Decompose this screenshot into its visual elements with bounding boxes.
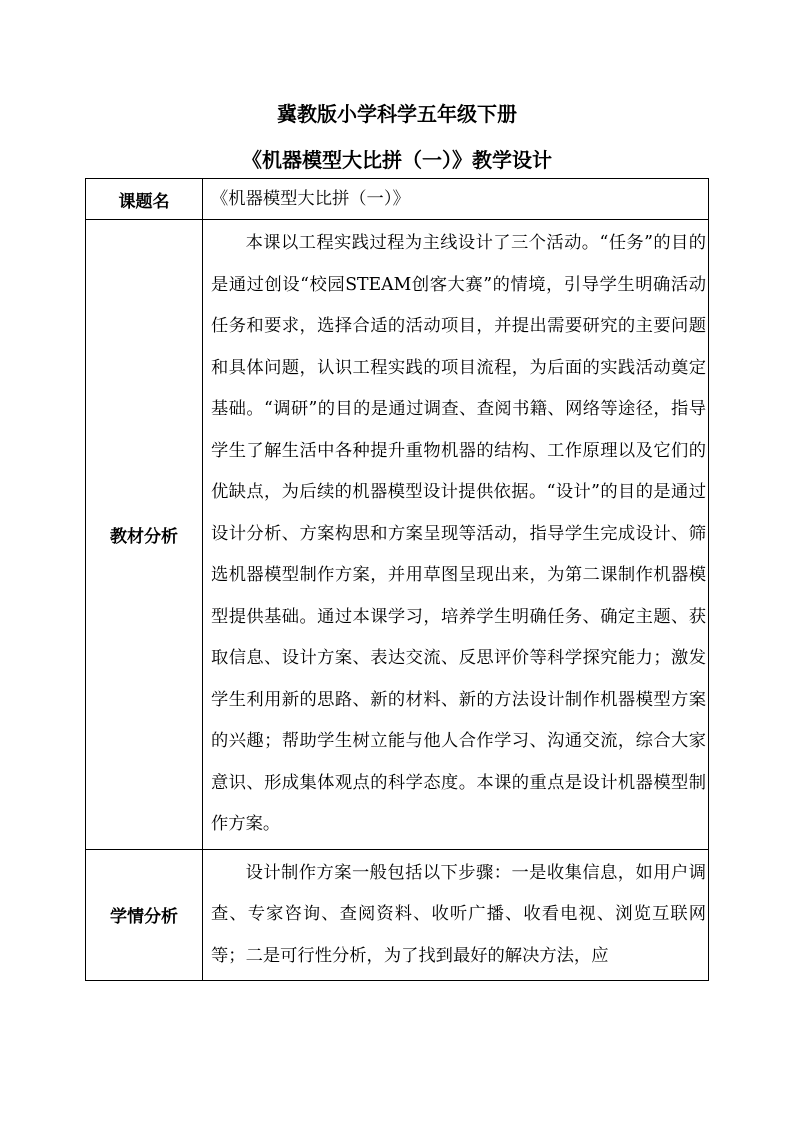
row-label-topic: 课题名: [86, 179, 203, 220]
table-row-learner-analysis: [86, 849, 709, 981]
row-content-topic: 《机器模型大比拼（一）》: [203, 179, 709, 220]
document-title: 冀教版小学科学五年级下册: [277, 102, 517, 126]
lesson-plan-table: [85, 178, 709, 981]
row-label-material-analysis: 教材分析: [86, 220, 203, 850]
table-row-material-analysis: [86, 220, 709, 850]
row-content-material-analysis: 本课以工程实践过程为主线设计了三个活动。“任务”的目的是通过创设“校园STEAM创客大赛”的情境，引导学生明确活动任务和要求，选择合适的活动项目，并提出需要研究的主要问题和具体问题，认识工程实践的项目流程，为后面的实践活动奠定基础。“调研”的目的是通过调查、查阅书籍、网络等途径，指导学生了解生活中各种提升重物机器的结构、工作原理以及它们的优缺点，为后续的机器模型设计提供依据。“设计”的目的是通过设计分析、方案构思和方案呈现等活动，指导学生完成设计、筛选机器模型制作方案，并用草图呈现出来，为第二课制作机器模型提供基础。通过本课学习，培养学生明确任务、确定主题、获取信息、设计方案、表达交流、反思评价等科学探究能力；激发学生利用新的思路、新的材料、新的方法设计制作机器模型方案的兴趣；帮助学生树立能与他人合作学习、沟通交流，综合大家意识、形成集体观点的科学态度。本课的重点是设计机器模型制作方案。: [203, 220, 709, 850]
document-subtitle: 《机器模型大比拼（一）》教学设计: [242, 148, 552, 172]
row-label-learner-analysis: 学情分析: [86, 849, 203, 981]
row-content-learner-analysis: 设计制作方案一般包括以下步骤：一是收集信息，如用户调查、专家咨询、查阅资料、收听广播、收看电视、浏览互联网等；二是可行性分析，为了找到最好的解决方法，应: [203, 849, 709, 981]
table-row-topic: [86, 179, 709, 220]
